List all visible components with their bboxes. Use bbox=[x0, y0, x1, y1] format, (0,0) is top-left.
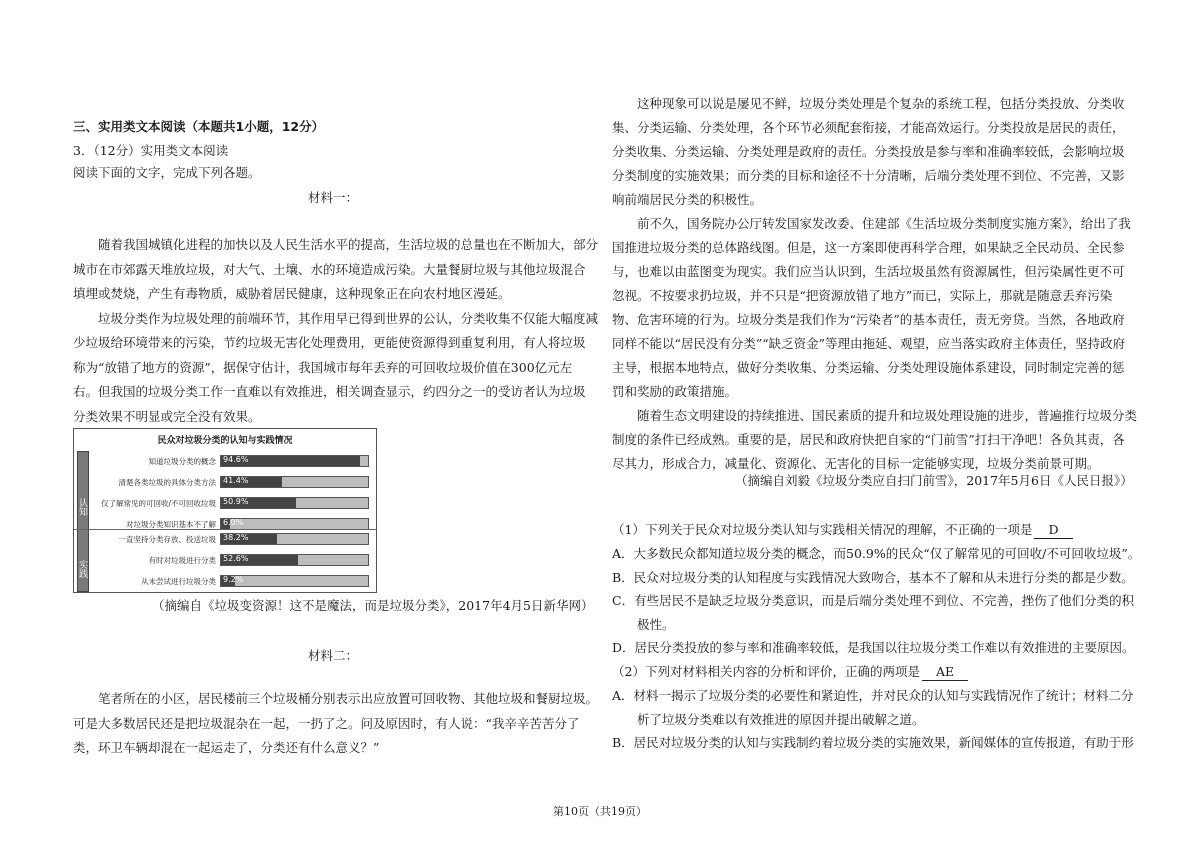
paragraph-line: 制度的条件已经成熟。重要的是，居民和政府快把自家的“门前雪”打扫干净吧！各负其责，各 bbox=[612, 432, 1125, 447]
bar-value-label: 41.4% bbox=[223, 476, 249, 485]
question-header: 3．（12分）实用类文本阅读 bbox=[73, 143, 229, 158]
paragraph-line: 分类效果不明显或完全没有效果。 bbox=[73, 408, 261, 424]
category-label: 有时对垃圾进行分类 bbox=[148, 556, 216, 565]
bar-track bbox=[220, 476, 369, 488]
question-1 bbox=[612, 522, 1073, 539]
paragraph-line: 少垃圾给环境带来的污染，节约垃圾无害化处理费用，更能使资源得到重复利用，有人将垃圾 bbox=[73, 335, 586, 350]
paragraph-line: 分类制度的实施效果；而分类的目标和途径不十分清晰，后端分类处理不到位、不完善，又影 bbox=[612, 168, 1125, 183]
option-line: 析了垃圾分类难以有效推进的原因并提出破解之道。 bbox=[612, 711, 925, 727]
option-line: B．民众对垃圾分类的认知程度与实践情况大致吻合，基本不了解和从未进行分类的都是少数。 bbox=[612, 569, 1134, 585]
question-2-answer: AE bbox=[922, 664, 968, 681]
paragraph-line: 物、危害环境的行为。垃圾分类是我们作为“污染者”的基本责任，责无旁贷。当然，各地政府 bbox=[612, 312, 1125, 327]
category-label: 对垃圾分类知识基本不了解 bbox=[126, 520, 216, 529]
paragraph-line: 城市在市郊露天堆放垃圾，对大气、土壤、水的环境造成污染。大量餐厨垃圾与其他垃圾混合 bbox=[73, 261, 586, 277]
category-label: 仅了解常见的可回收/不可回收垃圾 bbox=[100, 499, 216, 508]
group-label: 认知 bbox=[77, 451, 89, 535]
material-1-title: 材料一： bbox=[307, 190, 358, 205]
category-label: 一直坚持分类存放、投送垃圾 bbox=[118, 535, 216, 544]
paragraph-line: 国推进垃圾分类的总体路线图。但是，这一方案即使再科学合理，如果缺乏全民动员、全民参 bbox=[612, 240, 1125, 255]
paragraph-line: 这种现象可以说是屡见不鲜，垃圾分类处理是个复杂的系统工程，包括分类投放、分类收 bbox=[612, 96, 1125, 111]
category-label: 从未尝试进行垃圾分类 bbox=[141, 577, 216, 586]
bar-track bbox=[220, 497, 369, 509]
option-line: D．居民分类投放的参与率和准确率较低，是我国以往垃圾分类工作难以有效推进的主要原因。 bbox=[612, 640, 1135, 655]
option-line: C．有些居民不是缺乏垃圾分类意识，而是后端分类处理不到位、不完善，挫伤了他们分类的积 bbox=[612, 593, 1135, 608]
paragraph-line: 尽其力，形成合力，减量化、资源化、无害化的目标一定能够实现，垃圾分类前景可期。 bbox=[612, 456, 1100, 471]
paragraph-line: 称为“放错了地方的资源”，据保守估计，我国城市每年丢弃的可回收垃圾价值在300亿元左 bbox=[73, 359, 573, 375]
option-line: A．大多数民众都知道垃圾分类的概念，而50.9%的民众“仅了解常见的可回收/不可回收垃圾”。 bbox=[612, 546, 1141, 561]
paragraph-line: 随着我国城镇化进程的加快以及人民生活水平的提高，生活垃圾的总量也在不断加大，部分 bbox=[73, 237, 599, 252]
paragraph-line: 主导，根据本地特点，做好分类收集、分类运输、分类处理设施体系建设，同时制定完善的惩 bbox=[612, 360, 1125, 375]
paragraph-line: 响前端居民分类的积极性。 bbox=[612, 192, 763, 207]
bar-value-label: 38.2% bbox=[223, 533, 249, 542]
paragraph-line: 右。但我国的垃圾分类工作一直难以有效推进，相关调查显示，约四分之一的受访者认为垃圾 bbox=[73, 384, 586, 399]
material-2-title: 材料二： bbox=[307, 648, 358, 663]
instruction: 阅读下面的文字，完成下列各题。 bbox=[73, 165, 261, 180]
paragraph-line: 忽视。不按要求扔垃圾，并不只是“把资源放错了地方”而已，实际上，那就是随意丢弃污染 bbox=[612, 288, 1113, 303]
paragraph-line: 集、分类运输、分类处理，各个环节必须配套衔接，才能高效运行。分类投放是居民的责任， bbox=[612, 120, 1125, 135]
bar-value-label: 9.2% bbox=[223, 575, 244, 584]
paragraph-line: 前不久，国务院办公厅转发国家发改委、住建部《生活垃圾分类制度实施方案》，给出了我 bbox=[612, 216, 1131, 231]
option-line: 极性。 bbox=[612, 616, 675, 632]
bar-track bbox=[220, 554, 369, 566]
question-1-stem: （1）下列关于民众对垃圾分类认知与实践相关情况的理解，不正确的一项是 bbox=[612, 522, 1033, 537]
bar-value-label: 50.9% bbox=[223, 497, 249, 506]
paragraph-line: 可是大多数居民还是把垃圾混杂在一起，一扔了之。问及原因时，有人说：“我辛辛苦苦分了 bbox=[73, 715, 580, 731]
category-label: 清楚各类垃圾的具体分类方法 bbox=[118, 478, 216, 487]
paragraph-line: 与，也难以由蓝图变为现实。我们应当认识到，生活垃圾虽然有资源属性，但污染属性更不可 bbox=[612, 264, 1125, 279]
question-2-stem: （2）下列对材料相关内容的分析和评价，正确的两项是 bbox=[612, 664, 920, 679]
paragraph-line: 填埋或焚烧，产生有毒物质，威胁着居民健康，这种现象正在向农村地区漫延。 bbox=[73, 286, 511, 301]
option-line: B．居民对垃圾分类的认知与实践制约着垃圾分类的实施效果，新闻媒体的宣传报道，有助于形 bbox=[612, 735, 1134, 750]
paragraph-line: 垃圾分类作为垃圾处理的前端环节，其作用早已得到世界的公认，分类收集不仅能大幅度减 bbox=[73, 310, 599, 326]
paragraph-line: 同样不能以“居民没有分类”“缺乏资金”等理由拖延、观望，应当落实政府主体责任，坚持政府 bbox=[612, 336, 1126, 351]
bar-value-label: 6.0% bbox=[223, 518, 244, 527]
group-divider bbox=[74, 529, 376, 530]
category-label: 知道垃圾分类的概念 bbox=[148, 457, 216, 466]
bar-track bbox=[220, 533, 369, 545]
paragraph-line: 分类收集、分类运输、分类处理是政府的责任。分类投放是参与率和准确率较低，会影响垃圾 bbox=[612, 144, 1125, 159]
paragraph-line: 笔者所在的小区，居民楼前三个垃圾桶分别表示出应放置可回收物、其他垃圾和餐厨垃圾。 bbox=[73, 691, 599, 706]
bar-value-label: 94.6% bbox=[223, 455, 249, 464]
question-2 bbox=[612, 664, 968, 681]
material-2-source: （摘编自刘毅《垃圾分类应自扫门前雪》，2017年5月6日《人民日报》） bbox=[735, 473, 1133, 488]
paragraph-line: 罚和奖励的政策措施。 bbox=[612, 384, 738, 399]
question-1-answer: D bbox=[1034, 522, 1072, 539]
page-footer: 第10页（共19页） bbox=[553, 805, 647, 818]
option-line: A．材料一揭示了垃圾分类的必要性和紧迫性，并对民众的认知与实践情况作了统计；材料二分 bbox=[612, 688, 1134, 703]
material-1-source: （摘编自《垃圾变资源！这不是魔法，而是垃圾分类》，2017年4月5日新华网） bbox=[152, 598, 594, 613]
chart-title: 民众对垃圾分类的认知与实践情况 bbox=[157, 436, 293, 446]
bar-value-label: 52.6% bbox=[223, 554, 249, 563]
survey-bar-chart bbox=[73, 428, 377, 593]
bar-track bbox=[220, 455, 369, 467]
group-label: 实践 bbox=[77, 529, 89, 592]
paragraph-line: 随着生态文明建设的持续推进、国民素质的提升和垃圾处理设施的进步，普遍推行垃圾分类 bbox=[612, 408, 1138, 423]
bar-track bbox=[220, 575, 369, 587]
section-title: 三、实用类文本阅读（本题共1小题，12分） bbox=[73, 119, 325, 134]
paragraph-line: 类，环卫车辆却混在一起运走了，分类还有什么意义？” bbox=[73, 740, 380, 755]
